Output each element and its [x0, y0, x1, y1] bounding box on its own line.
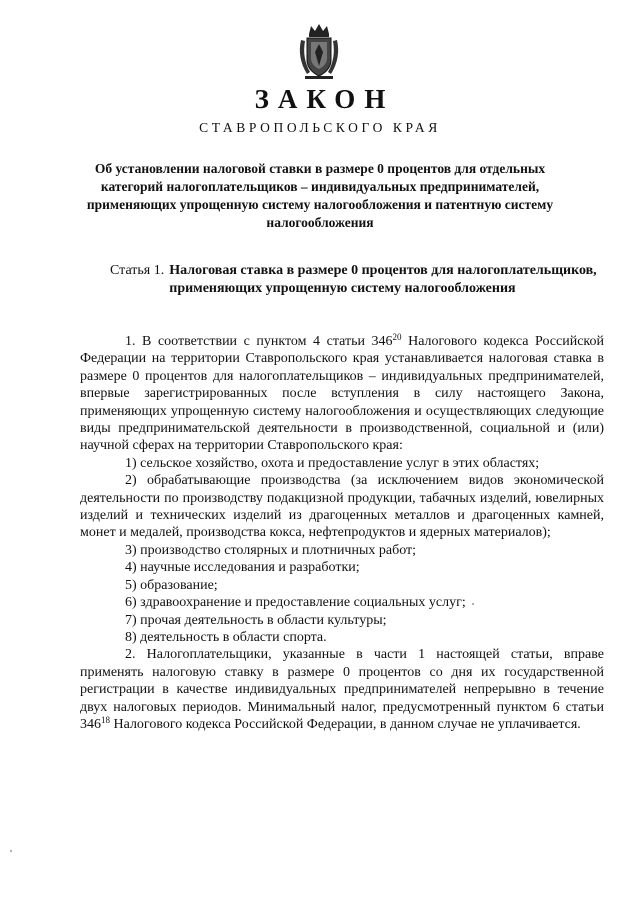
list-item: 4) научные исследования и разработки; — [125, 560, 360, 576]
article-heading — [110, 262, 600, 298]
paragraph-1-superscript: 20 — [392, 332, 402, 342]
paragraph-1 — [80, 333, 604, 455]
paragraph-1-text-b: Налогового кодекса Российской Федерации на территории Ставропольского края устанавливается налоговая ставка в размере 0 процентов для налогоплательщиков – индивидуальных предпринимателей, впервые зарегистрированных после вступления в силу настоящего Закона, применяющих упрощенную систему налогообложения и осуществляющих следующие виды предпринимательской деятельности в производственной, социальной и (или) научной сферах на территории Ставропольского края: — [80, 334, 605, 454]
scan-speck — [472, 603, 474, 605]
article-title: Налоговая ставка в размере 0 процентов для налогоплательщиков, применяющих упрощенную систему налогообложения — [169, 263, 597, 296]
article-number: Статья 1. — [110, 263, 165, 278]
paragraph-1-text-a: 1. В соответствии с пунктом 4 статьи 346 — [125, 334, 393, 349]
list-item: 8) деятельность в области спорта. — [125, 629, 327, 645]
law-title: Об установлении налоговой ставки в размере 0 процентов для отдельных категорий налогоплательщиков – индивидуальных предпринимателей, применяющих упрощенную систему налогообложения и патентную систему налогообложения — [86, 161, 554, 230]
scan-speck — [10, 850, 12, 852]
paragraph-2-text-a: 2. Налогоплательщики, указанные в части 1 настоящей статьи, вправе применять налоговую ставку в размере 0 процентов со дня их государственной регистрации в качестве индивидуальных предпринимателей непрерывно в течение двух налоговых периодов. Минимальный налог, предусмотренный пунктом 6 статьи 346 — [80, 647, 604, 732]
list-item: 6) здравоохранение и предоставление социальных услуг; — [125, 595, 466, 611]
list-item: 5) образование; — [125, 577, 218, 593]
paragraph-2-text-b: Налогового кодекса Российской Федерации, в данном случае не уплачивается. — [110, 716, 581, 732]
list-item: 2) обрабатывающие производства (за исключением видов экономической деятельности по производству подакцизной продукции, табачных изделий, ювелирных изделий и технических изделий из драгоценных металлов и драгоценных камней, монет и медалей, производства кокса, нефтепродуктов и ядерных материалов); — [80, 473, 604, 541]
list-item: 3) производство столярных и плотничных работ; — [125, 542, 417, 558]
coat-of-arms-icon — [295, 22, 343, 82]
paragraph-2 — [80, 646, 604, 733]
article-body — [80, 333, 604, 733]
region-name: СТАВРОПОЛЬСКОГО КРАЯ — [199, 120, 441, 135]
paragraph-2-superscript: 18 — [101, 714, 110, 725]
document-type: ЗАКОН — [254, 84, 395, 114]
list-item: 1) сельское хозяйство, охота и предоставление услуг в этих областях; — [125, 455, 540, 471]
list-item: 7) прочая деятельность в области культуры; — [125, 612, 387, 628]
